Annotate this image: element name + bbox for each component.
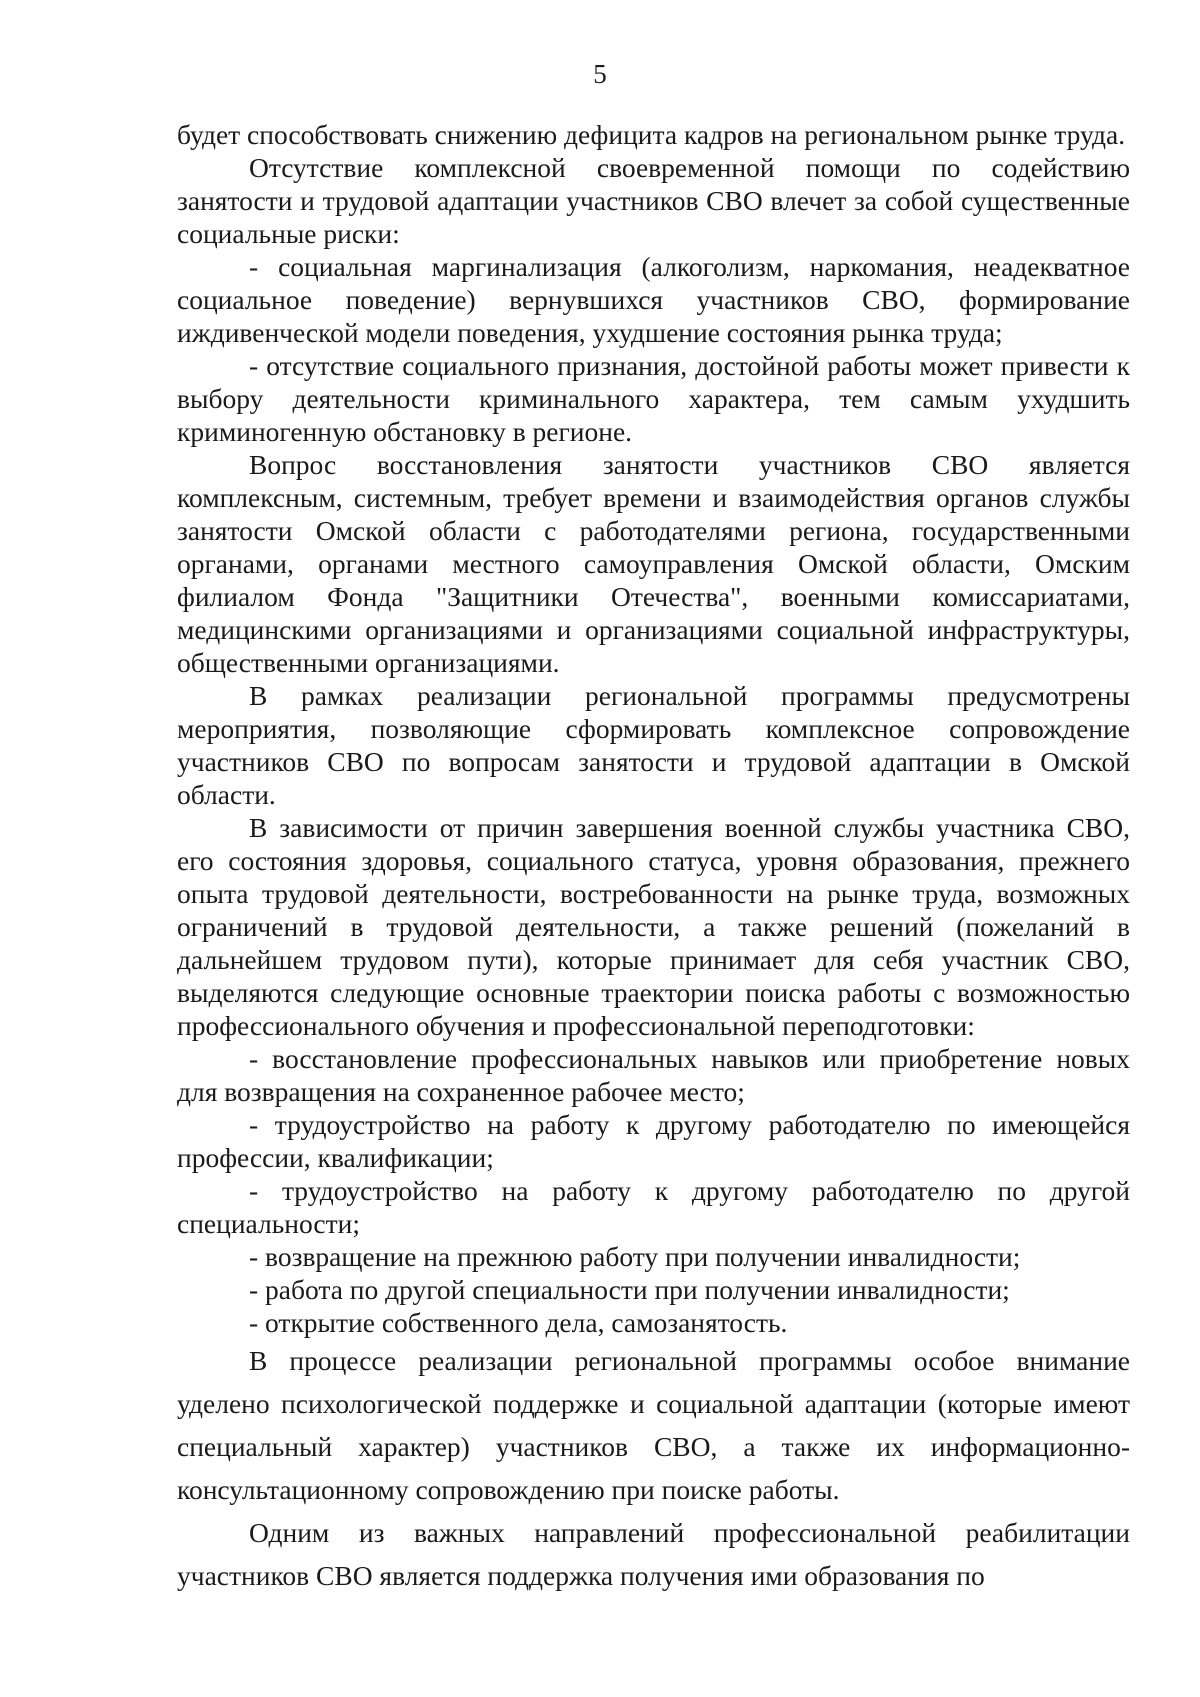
paragraph-job-search-trajectories: В зависимости от причин завершения военной службы участника СВО, его состояния здоровья, социального статуса, уровня образования, прежнего опыта трудовой деятельности, востребованности на рынке труда, возможных ограничений в трудовой деятельности, а также решений (пожеланий в дальнейшем трудовом пути), которые принимает для себя участник СВО, выделяются следующие основные траектории поиска работы с возможностью профессионального обучения и профессиональной переподготовки:: [177, 812, 1130, 1041]
list-item-return-with-disability: - возвращение на прежнюю работу при получении инвалидности;: [249, 1241, 1021, 1272]
paragraph-psychological-support: В процессе реализации региональной программы особое внимание уделено психологической поддержке и социальной адаптации (которые имеют специальный характер) участников СВО, а также их информационно-консультационному сопровождению при поиске работы.: [177, 1345, 1130, 1505]
paragraph-social-risks-intro: Отсутствие комплексной своевременной помощи по содействию занятости и трудовой адаптации участников СВО влечет за собой существенные социальные риски:: [177, 152, 1130, 249]
list-item-other-employer-same-profession: - трудоустройство на работу к другому работодателю по имеющейся профессии, квалификации;: [177, 1109, 1130, 1173]
paragraph-program-measures: В рамках реализации региональной программы предусмотрены мероприятия, позволяющие сформировать комплексное сопровождение участников СВО по вопросам занятости и трудовой адаптации в Омской области.: [177, 680, 1130, 810]
page-number: 5: [593, 59, 607, 89]
paragraph-professional-rehabilitation: Одним из важных направлений профессиональной реабилитации участников СВО является поддержка получения ими образования по: [177, 1517, 1130, 1591]
list-item-other-employer-other-specialty: - трудоустройство на работу к другому работодателю по другой специальности;: [177, 1175, 1130, 1239]
list-item-marginalization: - социальная маргинализация (алкоголизм, наркомания, неадекватное социальное поведение) вернувшихся участников СВО, формирование иждивенческой модели поведения, ухудшение состояния рынка труда;: [177, 251, 1130, 348]
list-item-skills-restoration: - восстановление профессиональных навыков или приобретение новых для возвращения на сохраненное рабочее место;: [177, 1043, 1130, 1107]
paragraph-employment-restoration: Вопрос восстановления занятости участников СВО является комплексным, системным, требует времени и взаимодействия органов службы занятости Омской области с работодателями региона, государственными органами, органами местного самоуправления Омской области, Омским филиалом Фонда "Защитники Отечества", военными комиссариатами, медицинскими организациями и организациями социальной инфраструктуры, общественными организациями.: [177, 449, 1130, 678]
paragraph-continuation: будет способствовать снижению дефицита кадров на региональном рынке труда.: [177, 119, 1126, 150]
list-item-lack-of-recognition: - отсутствие социального признания, достойной работы может привести к выбору деятельности криминального характера, тем самым ухудшить криминогенную обстановку в регионе.: [177, 350, 1130, 447]
list-item-own-business: - открытие собственного дела, самозанятость.: [249, 1307, 788, 1338]
list-item-other-specialty-with-disability: - работа по другой специальности при получении инвалидности;: [249, 1274, 1010, 1305]
document-body: [177, 118, 1130, 1597]
